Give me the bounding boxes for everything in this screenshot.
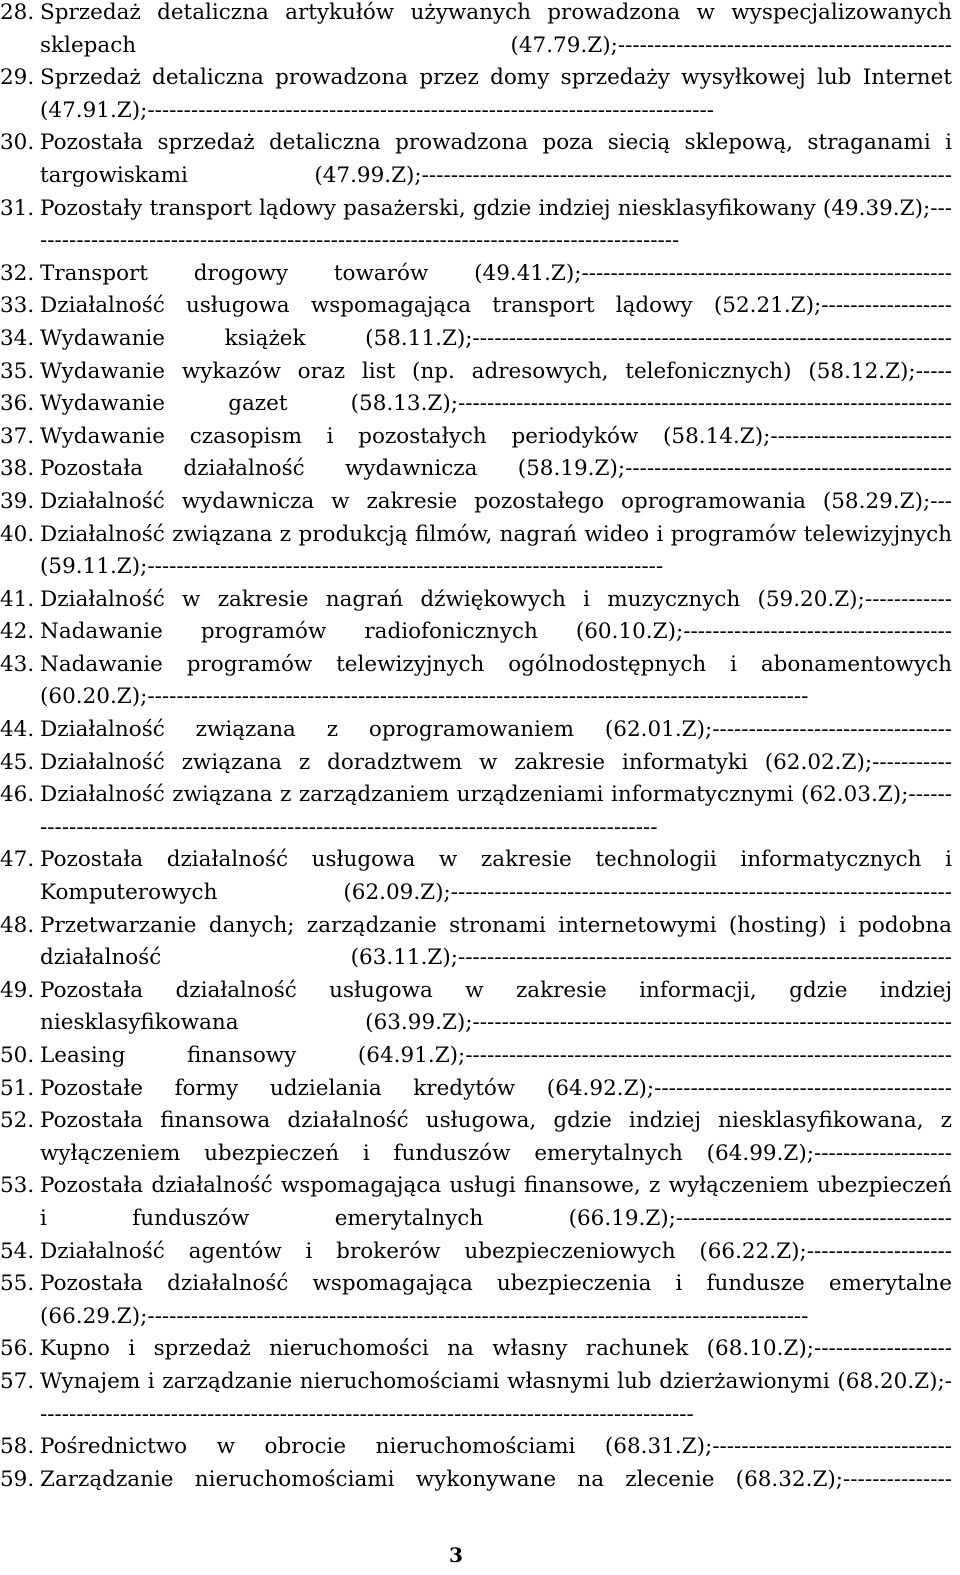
item-number: 30. (0, 130, 35, 156)
item-text: Nadawanie programów telewizyjnych ogólnodostępnych i abonamentowych (60.20.Z);------------------------------------------------------------------------------------------- (40, 651, 952, 710)
item-number: 34. (0, 325, 35, 351)
item-text: Działalność usługowa wspomagająca transport lądowy (52.21.Z);------------------ (40, 293, 952, 319)
list-item (0, 1333, 952, 1366)
item-text: Pozostały transport lądowy pasażerski, gdzie indziej niesklasyfikowany (49.39.Z);------------------------------------------------------------------------------------------- (40, 195, 952, 254)
item-number: 53. (0, 1173, 35, 1199)
item-number: 37. (0, 423, 35, 449)
list-item (0, 1464, 952, 1497)
list-item (0, 714, 952, 747)
item-text: Kupno i sprzedaż nieruchomości na własny rachunek (68.10.Z);------------------- (40, 1336, 952, 1362)
item-number: 55. (0, 1271, 35, 1297)
item-text: Pozostała działalność wydawnicza (58.19.Z);--------------------------------------------- (40, 456, 952, 482)
item-text: Pozostała działalność usługowa w zakresie informacji, gdzie indziej niesklasyfikowana (63.99.Z);------------------------------------------------------------------ (40, 977, 952, 1036)
item-text: Wynajem i zarządzanie nieruchomościami własnymi lub dzierżawionymi (68.20.Z);------------------------------------------------------------------------------------------- (40, 1368, 952, 1427)
item-text: Działalność związana z zarządzaniem urządzeniami informatycznymi (62.03.Z);------------------------------------------------------------------------------------------- (40, 782, 952, 840)
item-number: 35. (0, 358, 35, 384)
item-number: 29. (0, 65, 35, 91)
item-text: Wydawanie gazet (58.13.Z);-------------------------------------------------------------------- (40, 391, 952, 417)
list-item (0, 1268, 952, 1333)
item-text: Wydawanie wykazów oraz list (np. adresowych, telefonicznych) (58.12.Z);----- (40, 358, 952, 384)
list-item (0, 747, 952, 780)
item-number: 43. (0, 651, 35, 677)
item-text: Leasing finansowy (64.91.Z);------------------------------------------------------------------- (40, 1043, 952, 1068)
item-number: 38. (0, 456, 35, 482)
list-item (0, 486, 952, 519)
list-item (0, 1431, 952, 1464)
item-text: Działalność w zakresie nagrań dźwiękowych i muzycznych (59.20.Z);------------ (40, 586, 952, 612)
item-text: Nadawanie programów radiofonicznych (60.10.Z);------------------------------------- (40, 619, 952, 645)
list-item (0, 356, 952, 389)
list-item (0, 519, 952, 584)
list-item (0, 910, 952, 975)
list-item (0, 453, 952, 486)
list-item (0, 1366, 952, 1431)
item-text: Działalność związana z produkcją filmów, nagrań wideo i programów telewizyjnych (59.11.Z);----------------------------------------------------------------------- (40, 521, 952, 580)
item-text: Działalność agentów i brokerów ubezpieczeniowych (66.22.Z);-------------------- (40, 1238, 952, 1264)
list-item (0, 584, 952, 617)
list-item (0, 649, 952, 714)
list-item (0, 193, 952, 258)
list-item (0, 779, 952, 844)
list-item (0, 421, 952, 454)
item-text: Sprzedaż detaliczna artykułów używanych prowadzona w wyspecjalizowanych sklepach (47.79.Z);---------------------------------------------- (40, 0, 952, 58)
item-number: 52. (0, 1108, 35, 1134)
item-text: Pozostała finansowa działalność usługowa, gdzie indziej niesklasyfikowana, z wyłączeniem ubezpieczeń i funduszów emerytalnych (64.99.Z);------------------- (40, 1108, 952, 1166)
list-item (0, 0, 952, 62)
list-item (0, 323, 952, 356)
list-item (0, 62, 952, 127)
list-item (0, 388, 952, 421)
page-number: 3 (449, 1543, 463, 1567)
item-number: 46. (0, 782, 35, 808)
item-number: 40. (0, 521, 35, 547)
item-text: Pozostała działalność usługowa w zakresie technologii informatycznych i Komputerowych (62.09.Z);--------------------------------------------------------------------- (40, 847, 952, 906)
item-number: 57. (0, 1368, 35, 1394)
list-item (0, 616, 952, 649)
item-number: 45. (0, 749, 35, 775)
item-number: 44. (0, 717, 35, 743)
list-item (0, 1073, 952, 1106)
list-item (0, 258, 952, 291)
list-item (0, 975, 952, 1040)
item-number: 48. (0, 912, 35, 938)
item-text: Sprzedaż detaliczna prowadzona przez domy sprzedaży wysyłkowej lub Internet (47.91.Z);------------------------------------------------------------------------------ (40, 65, 952, 123)
item-number: 47. (0, 847, 35, 873)
item-number: 59. (0, 1466, 35, 1492)
list-item (0, 1170, 952, 1235)
item-number: 41. (0, 586, 35, 612)
item-number: 42. (0, 619, 35, 645)
item-text: Pośrednictwo w obrocie nieruchomościami (68.31.Z);--------------------------------- (40, 1434, 952, 1460)
item-number: 51. (0, 1075, 35, 1101)
item-text: Transport drogowy towarów (49.41.Z);--------------------------------------------------- (40, 260, 952, 286)
item-number: 50. (0, 1043, 35, 1068)
list-item (0, 844, 952, 909)
item-number: 56. (0, 1336, 35, 1362)
item-number: 31. (0, 195, 35, 221)
list-item (0, 290, 952, 323)
item-text: Działalność związana z oprogramowaniem (62.01.Z);--------------------------------- (40, 717, 952, 743)
item-text: Działalność wydawnicza w zakresie pozostałego oprogramowania (58.29.Z);--- (40, 488, 952, 514)
item-number: 54. (0, 1238, 35, 1264)
item-text: Działalność związana z doradztwem w zakresie informatyki (62.02.Z);----------- (40, 749, 952, 775)
item-text: Wydawanie książek (58.11.Z);------------------------------------------------------------------ (40, 325, 952, 351)
item-number: 39. (0, 488, 35, 514)
item-number: 33. (0, 293, 35, 319)
item-number: 36. (0, 391, 35, 417)
item-number: 49. (0, 977, 35, 1003)
list-item (0, 1236, 952, 1269)
item-text: Pozostała działalność wspomagająca usługi finansowe, z wyłączeniem ubezpieczeń i funduszów emerytalnych (66.19.Z);-------------------------------------- (40, 1173, 952, 1231)
item-text: Zarządzanie nieruchomościami wykonywane na zlecenie (68.32.Z);--------------- (40, 1466, 952, 1492)
item-number: 58. (0, 1434, 35, 1460)
item-text: Przetwarzanie danych; zarządzanie stronami internetowymi (hosting) i podobna działalność (63.11.Z);-------------------------------------------------------------------- (40, 912, 952, 971)
item-number: 28. (0, 0, 35, 25)
item-text: Pozostała sprzedaż detaliczna prowadzona poza siecią sklepową, straganami i targowiskami (47.99.Z);------------------------------------------------------------------------- (40, 130, 952, 188)
item-text: Pozostała działalność wspomagająca ubezpieczenia i fundusze emerytalne (66.29.Z);------------------------------------------------------------------------------------------- (40, 1271, 952, 1329)
item-text: Wydawanie czasopism i pozostałych periodyków (58.14.Z);------------------------- (40, 423, 952, 449)
item-text: Pozostałe formy udzielania kredytów (64.92.Z);----------------------------------------- (40, 1075, 952, 1101)
list-item (0, 127, 952, 192)
list-item (0, 1105, 952, 1170)
item-number: 32. (0, 260, 35, 286)
list-item (0, 1040, 952, 1073)
